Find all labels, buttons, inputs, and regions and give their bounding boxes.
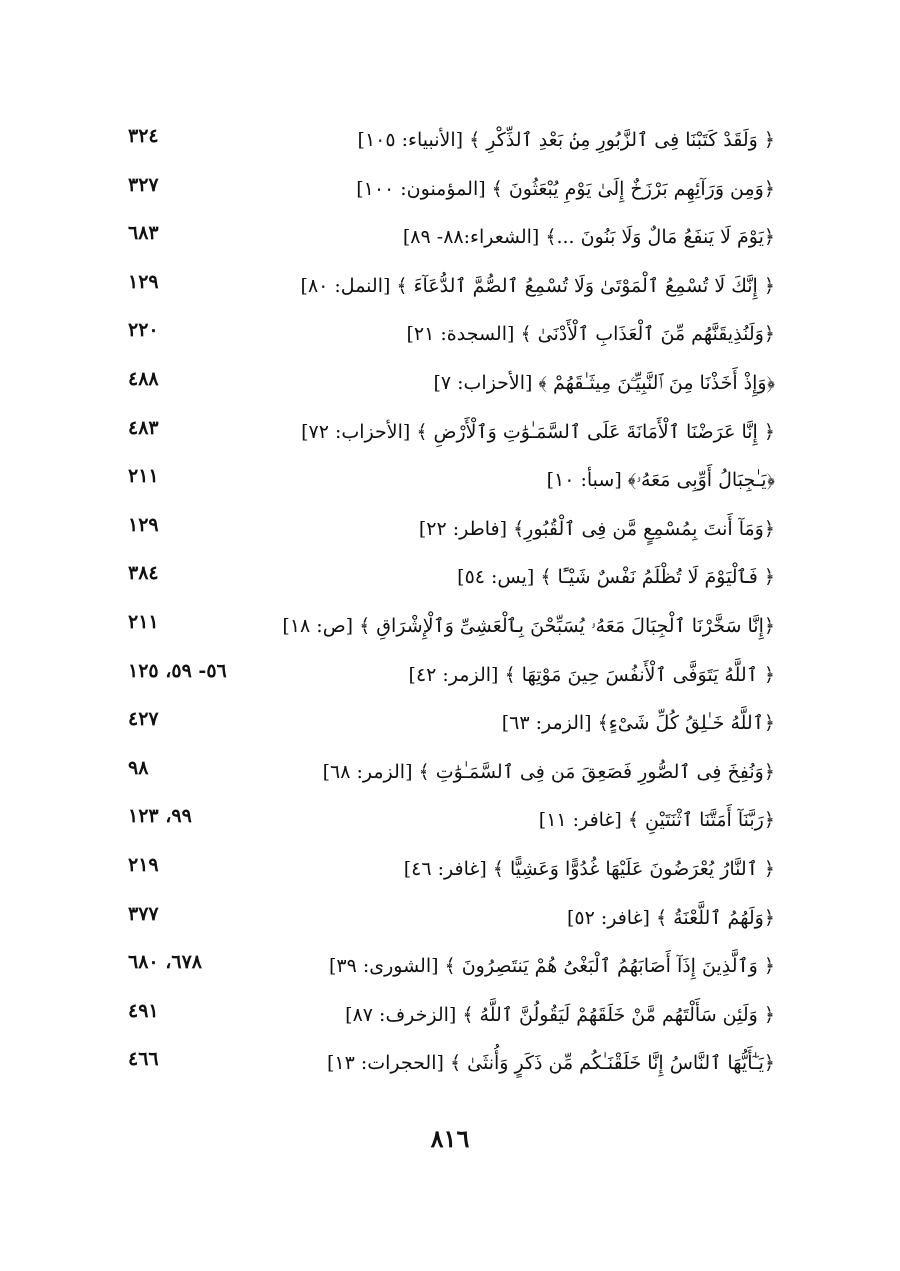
page-references: ٥٦- ٥٩، ١٢٥ — [128, 659, 227, 682]
verse-text: ﴿ ٱللَّهُ يَتَوَفَّى ٱلْأَنفُسَ حِينَ مَوْتِهَا ﴾ [الزمر: ٤٢] — [408, 663, 775, 686]
verse-text: ﴿وَلَهُمُ ٱللَّعْنَةُ ﴾ [غافر: ٥٢] — [566, 906, 775, 929]
index-row — [120, 312, 775, 361]
index-row — [120, 896, 775, 945]
verse-index-list — [120, 118, 775, 1090]
page-references: ٣٧٧ — [128, 902, 159, 925]
page-references: ٢١١ — [128, 465, 159, 488]
index-row — [120, 264, 775, 313]
verse-text: ﴿وَمَآ أَنتَ بِمُسْمِعٍ مَّن فِى ٱلْقُبُورِ﴾ [فاطر: ٢٢] — [418, 517, 775, 540]
verse-text: ﴿ فَٱلْيَوْمَ لَا تُظْلَمُ نَفْسٌ شَيْـًٔا ﴾ [يس: ٥٤] — [457, 566, 775, 589]
index-row — [120, 701, 775, 750]
verse-text: ﴿ ٱلنَّارُ يُعْرَضُونَ عَلَيْهَا غُدُوًّا وَعَشِيًّا ﴾ [غافر: ٤٦] — [403, 857, 775, 880]
index-row — [120, 507, 775, 556]
page-references: ٣٢٧ — [128, 173, 159, 196]
index-row — [120, 118, 775, 167]
index-row — [120, 167, 775, 216]
verse-text: ﴿ إِنَّكَ لَا تُسْمِعُ ٱلْمَوْتَىٰ وَلَا تُسْمِعُ ٱلصُّمَّ ٱلدُّعَآءَ ﴾ [النمل: ٨٠] — [300, 274, 775, 297]
page-references: ٣٨٤ — [128, 562, 159, 585]
verse-text: ﴿يَوْمَ لَا يَنفَعُ مَالٌ وَلَا بَنُونَ ...﴾ [الشعراء:٨٨- ٨٩] — [402, 226, 775, 249]
page-number: ٨١٦ — [430, 1124, 470, 1153]
index-row — [120, 798, 775, 847]
page-references: ٢٢٠ — [128, 319, 159, 342]
page-references: ٩٨ — [128, 756, 149, 779]
verse-text: ﴿ٱللَّهُ خَـٰلِقُ كُلِّ شَىْءٍ﴾ [الزمر: ٦٣] — [501, 712, 775, 735]
index-row — [120, 1041, 775, 1090]
verse-text: ﴿وَإِذْ أَخَذْنَا مِنَ ٱلنَّبِيِّـۧنَ مِيثَـٰقَهُمْ ﴾ [الأحزاب: ٧] — [433, 371, 775, 394]
index-row — [120, 361, 775, 410]
index-row — [120, 215, 775, 264]
verse-text: ﴿ وَٱلَّذِينَ إِذَآ أَصَابَهُمُ ٱلْبَغْىُ هُمْ يَنتَصِرُونَ ﴾ [الشورى: ٣٩] — [328, 955, 775, 978]
verse-text: ﴿ وَلَقَدْ كَتَبْنَا فِى ٱلزَّبُورِ مِنۢ بَعْدِ ٱلذِّكْرِ ﴾ [الأنبياء: ١٠٥] — [357, 129, 775, 151]
verse-text: ﴿ إِنَّا عَرَضْنَا ٱلْأَمَانَةَ عَلَى ٱلسَّمَـٰوَٰتِ وَٱلْأَرْضِ ﴾ [الأحزاب: ٧٢] — [301, 420, 775, 443]
index-row — [120, 410, 775, 459]
index-row — [120, 847, 775, 896]
page-references: ٤٩١ — [128, 999, 159, 1022]
page-references: ٦٧٨، ٦٨٠ — [128, 951, 202, 974]
verse-text: ﴿وَلَنُذِيقَنَّهُم مِّنَ ٱلْعَذَابِ ٱلْأَدْنَىٰ ﴾ [السجدة: ٢١] — [406, 323, 775, 346]
page-references: ٩٩، ١٢٣ — [128, 805, 192, 828]
verse-text: ﴿يَـٰجِبَالُ أَوِّبِى مَعَهُۥ﴾ [سبأ: ١٠] — [546, 469, 775, 492]
index-row — [120, 993, 775, 1042]
page-references: ٤٦٦ — [128, 1048, 159, 1071]
verse-text: ﴿إِنَّا سَخَّرْنَا ٱلْجِبَالَ مَعَهُۥ يُسَبِّحْنَ بِٱلْعَشِىِّ وَٱلْإِشْرَاقِ ﴾ [ص: ١٨] — [282, 614, 775, 637]
index-row — [120, 555, 775, 604]
verse-text: ﴿رَبَّنَآ أَمَتَّنَا ٱثْنَتَيْنِ ﴾ [غافر: ١١] — [538, 809, 775, 832]
page-references: ٣٢٤ — [128, 125, 159, 147]
index-row — [120, 653, 775, 702]
index-row — [120, 944, 775, 993]
page-references: ٤٨٨ — [128, 367, 159, 390]
index-row — [120, 604, 775, 653]
page-references: ٤٢٧ — [128, 708, 159, 731]
verse-text: ﴿يَـٰٓأَيُّهَا ٱلنَّاسُ إِنَّا خَلَقْنَـٰكُم مِّن ذَكَرٍ وَأُنثَىٰ ﴾ [الحجرات: ١٣] — [326, 1052, 775, 1075]
page-references: ٢١١ — [128, 610, 159, 633]
page-references: ٦٨٣ — [128, 222, 159, 245]
page-references: ١٢٩ — [128, 513, 159, 536]
index-row — [120, 458, 775, 507]
page-references: ١٢٩ — [128, 270, 159, 293]
index-row — [120, 750, 775, 799]
page-references: ٤٨٣ — [128, 416, 159, 439]
verse-text: ﴿وَمِن وَرَآئِهِم بَرْزَخٌ إِلَىٰ يَوْمِ يُبْعَثُونَ ﴾ [المؤمنون: ١٠٠] — [356, 177, 775, 200]
verse-text: ﴿ وَلَئِن سَأَلْتَهُم مَّنْ خَلَقَهُمْ لَيَقُولُنَّ ٱللَّهُ ﴾ [الزخرف: ٨٧] — [345, 1003, 775, 1026]
verse-text: ﴿وَنُفِخَ فِى ٱلصُّورِ فَصَعِقَ مَن فِى ٱلسَّمَـٰوَٰتِ ﴾ [الزمر: ٦٨] — [322, 760, 775, 783]
page-references: ٢١٩ — [128, 853, 159, 876]
